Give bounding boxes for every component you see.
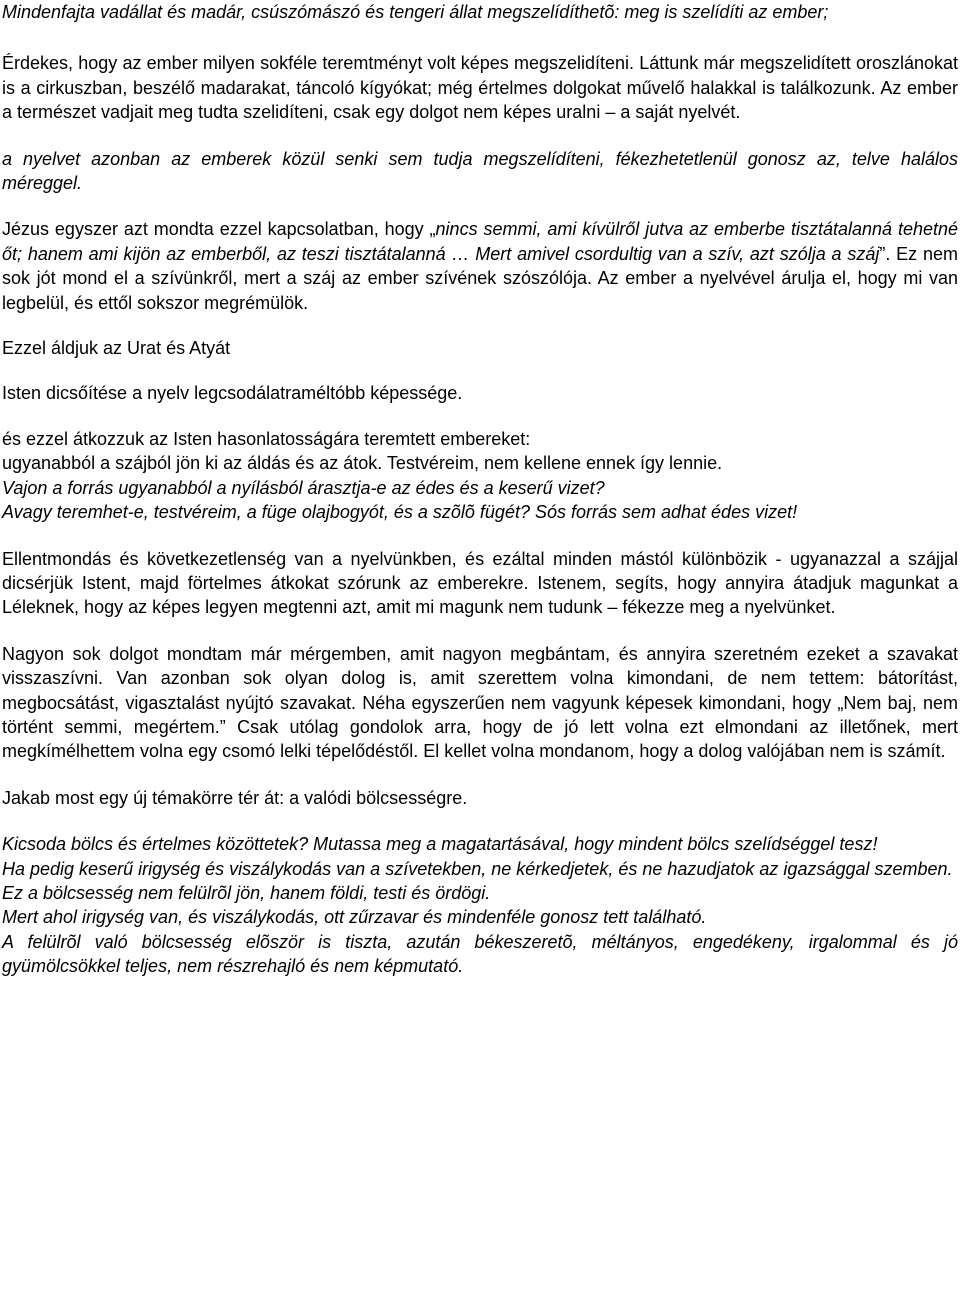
verse-same-mouth: ugyanabból a szájból jön ki az áldás és az átok. Testvéreim, nem kellene ennek így lennie. xyxy=(2,453,723,474)
paragraph-regret: Nagyon sok dolgot mondtam már mérgemben, amit nagyon megbántam, és annyira szeretném ezeket a szavakat visszaszívni. Van azonban sok olyan dolog is, amit szerettem volna kimondani, de nem tettem: bátorítást, megbocsátást, vigasztalást nyújtó szavakat. Néha egyszerűen nem vagyunk képesek kimondani, hogy „Nem baj, nem történt semmi, megértem.” Csak utólag gondolok arra, hogy de jó lett volna ezt elmondani az illetőnek, mert megkímélhettem volna egy csomó lelki tépelődéstől. El kellet volna mondanom, hogy a dolog valójában nem is számít. xyxy=(2,643,958,762)
paragraph-intro xyxy=(2,51,958,124)
verse-wise: Kicsoda bölcs és értelmes közöttetek? Mutassa meg a magatartásával, hogy mindent bölcs szelídséggel tesz! xyxy=(2,834,878,855)
jesus-quote: nincs semmi, ami kívülről jutva az emberbe tisztátalanná tehetné őt; hanem ami kijön az emberből, az teszi tisztátalanná … Mert amivel csordultig van a szív, azt szólja a száj xyxy=(2,219,958,264)
verse-disorder: Mert ahol irigység van, és viszálykodás, ott zűrzavar és mindenféle gonosz tett található. xyxy=(2,907,707,928)
verse-spring: Vajon a forrás ugyanabból a nyílásból árasztja-e az édes és a keserű vizet? xyxy=(2,477,605,498)
paragraph-intro-b: Az ember a természet vadjait meg tudta szelidíteni, csak egy dolgot nem képes uralni – a saját nyelvét. xyxy=(2,77,958,123)
paragraph-jesus-a: Jézus egyszer azt mondta ezzel kapcsolatban, hogy „ xyxy=(2,219,436,240)
paragraph-jesus-c: ”. Ez nem sok jót mond el a szívünkről, mert a száj az ember szívének szószólója. Az ember a nyelvével árulja el, hogy mi van legbelül, és ettől sokszor megrémülök. xyxy=(2,243,958,313)
paragraph-wisdom-intro: Jakab most egy új témakörre tér át: a valódi bölcsességre. xyxy=(2,787,468,808)
paragraph-intro-a: Érdekes, hogy az ember milyen sokféle teremtményt volt képes megszelidíteni. Láttunk már megszelidített oroszlánokat is a cirkuszban, beszélő madarakat, táncoló kígyókat; még értelmes dolgokat művelő halakkal is találkozunk. xyxy=(2,53,958,98)
verse-1: Mindenfajta vadállat és madár, csúszómászó és tengeri állat megszelídíthetõ: meg is szelídíti az ember; xyxy=(2,2,829,22)
paragraph-praise: Isten dicsőítése a nyelv legcsodálatraméltóbb képessége. xyxy=(2,383,463,404)
verse-earthly: Ez a bölcsesség nem felülrõl jön, hanem földi, testi és ördögi. xyxy=(2,882,491,903)
verse-heavenly-wisdom: A felülrõl való bölcsesség elõször is tiszta, azután békeszeretõ, méltányos, engedékeny, irgalommal és jó gyümölcsökkel teljes, nem részrehajló és nem képmutató. xyxy=(2,931,958,977)
verse-2: a nyelvet azonban az emberek közül senki sem tudja megszelídíteni, fékezhetetlenül gonosz az, telve halálos méreggel. xyxy=(2,148,958,194)
verse-fig: Avagy teremhet-e, testvéreim, a füge olajbogyót, és a szõlõ fügét? Sós forrás sem adhat édes vizet! xyxy=(2,502,798,523)
verse-heading-bless: Ezzel áldjuk az Urat és Atyát xyxy=(2,338,231,359)
paragraph-jesus xyxy=(2,217,958,315)
verse-curse: és ezzel átkozzuk az Isten hasonlatosságára teremtett embereket: xyxy=(2,428,531,449)
verse-envy: Ha pedig keserű irigység és viszálykodás van a szívetekben, ne kérkedjetek, és ne hazudjatok az igazsággal szemben. xyxy=(2,858,953,879)
paragraph-contradiction: Ellentmondás és következetlenség van a nyelvünkben, és ezáltal minden mástól különbözik - ugyanazzal a szájjal dicsérjük Istent, majd förtelmes átkokat szórunk az emberekre. Istenem, segíts, hogy annyira átadjuk magunkat a Léleknek, hogy az képes legyen megtenni azt, amit mi magunk nem tudunk – fékezze meg a nyelvünket. xyxy=(2,548,958,618)
